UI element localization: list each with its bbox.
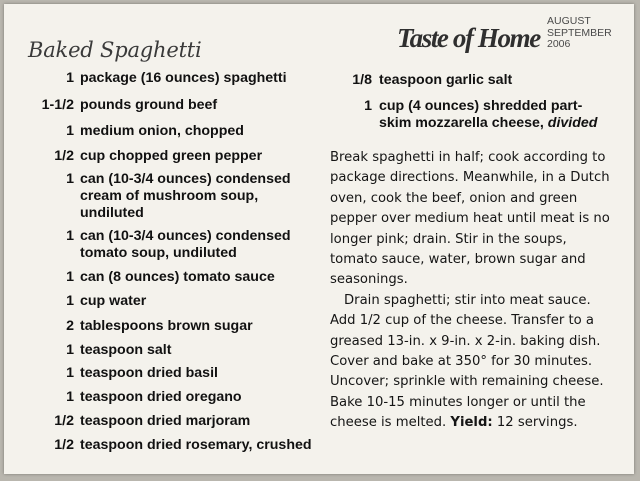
ingredient-text: medium onion, chopped [80, 123, 244, 139]
ingredient-text: can (8 ounces) tomato sauce [80, 269, 275, 285]
ingredient-item [4, 437, 324, 455]
ingredient-qty: 2 [66, 318, 74, 334]
ingredient-text: teaspoon dried oregano [80, 389, 242, 405]
ingredient-text: teaspoon dried basil [80, 365, 218, 381]
issue-month-2: SEPTEMBER [547, 26, 612, 39]
ingredient-qty: 1 [364, 98, 372, 114]
ingredient-qty: 1 [66, 70, 74, 86]
ingredient-qty: 1 [66, 171, 74, 187]
ingredient-item [4, 97, 324, 115]
ingredient-item [4, 70, 324, 88]
ingredient-qty: 1/8 [352, 72, 372, 88]
yield-value: 12 servings. [496, 415, 578, 431]
ingredient-qty: 1 [66, 293, 74, 309]
ingredient-item [304, 98, 624, 134]
ingredient-text: can (10-3/4 ounces) condensed tomato soup, undiluted [80, 228, 291, 261]
ingredient-item [4, 293, 324, 311]
brand-logo: Taste of Home [397, 23, 540, 53]
ingredient-text [379, 98, 604, 132]
directions-text-2: Drain spaghetti; stir into meat sauce. Add 1/2 cup of the cheese. Transfer to a greased 13-in. x 9-in. x 2-in. baking dish. Cover and bake at 350° for 30 minutes. Uncover; sprinkle with remaining cheese. Bake 10-15 minutes longer or until the cheese is melted. [330, 292, 604, 431]
directions-paragraph-2 [330, 291, 610, 434]
ingredient-qty: 1/2 [54, 148, 74, 164]
ingredient-text: can (10-3/4 ounces) condensed cream of mushroom soup, undiluted [80, 171, 291, 221]
ingredient-item [4, 413, 324, 431]
yield-label: Yield: [450, 415, 493, 431]
ingredient-text: cup water [80, 293, 147, 309]
recipe-card [4, 4, 634, 474]
issue-month-1: AUGUST [547, 15, 591, 27]
ingredient-text: tablespoons brown sugar [80, 318, 253, 334]
ingredient-qty: 1 [66, 342, 74, 358]
ingredient-qty: 1 [66, 389, 74, 405]
ingredient-emphasis: divided [547, 115, 598, 131]
ingredient-item [4, 148, 324, 166]
recipe-title: Baked Spaghetti [28, 38, 202, 62]
ingredient-qty: 1 [66, 269, 74, 285]
ingredient-item [4, 123, 324, 141]
ingredient-item [4, 171, 324, 223]
ingredient-text: teaspoon garlic salt [379, 72, 513, 88]
directions-paragraph-1: Break spaghetti in half; cook according to package directions. Meanwhile, in a Dutch oven, cook the beef, onion and green pepper over medium heat until meat is no longer pink; drain. Stir in the soups, tomato sauce, water, brown sugar and seasonings. [330, 150, 610, 288]
issue-year: 2006 [547, 38, 571, 50]
ingredient-item [4, 365, 324, 383]
ingredient-item [4, 318, 324, 336]
directions [330, 148, 610, 434]
ingredient-text: package (16 ounces) spaghetti [80, 70, 287, 86]
ingredient-text: cup chopped green pepper [80, 148, 263, 164]
ingredient-qty: 1/2 [54, 437, 74, 453]
ingredient-item [4, 389, 324, 407]
ingredient-item [304, 72, 624, 90]
ingredient-item [4, 269, 324, 287]
ingredient-qty: 1/2 [54, 413, 74, 429]
ingredient-qty: 1 [66, 365, 74, 381]
ingredient-qty: 1-1/2 [41, 97, 74, 113]
ingredient-text-main: cup (4 ounces) shredded part-skim mozzarella cheese, [379, 98, 583, 131]
ingredient-text: teaspoon dried marjoram [80, 413, 251, 429]
ingredient-text: pounds ground beef [80, 97, 218, 113]
ingredient-qty: 1 [66, 123, 74, 139]
ingredient-qty: 1 [66, 228, 74, 244]
ingredient-item [4, 342, 324, 360]
issue-date [547, 16, 627, 51]
ingredient-text: teaspoon salt [80, 342, 172, 358]
ingredient-item [4, 228, 324, 264]
ingredient-text: teaspoon dried rosemary, crushed [80, 437, 312, 453]
